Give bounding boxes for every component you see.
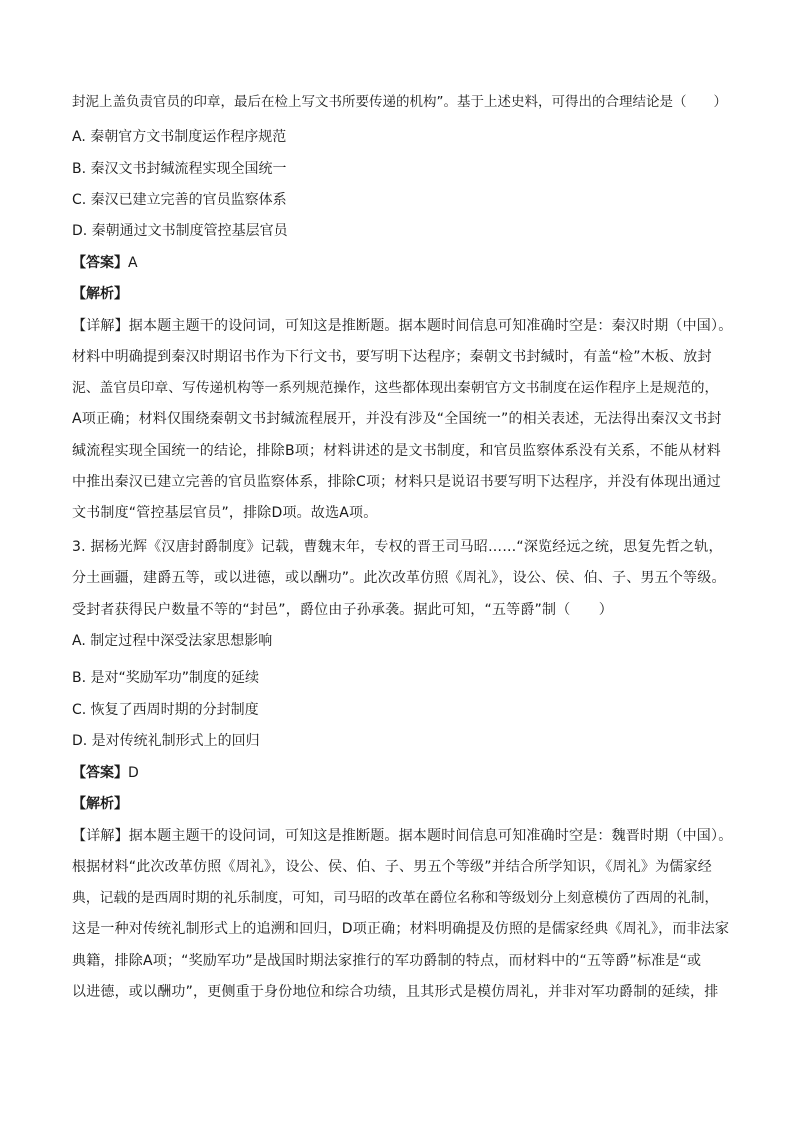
q2-analysis-line: 材料中明确提到秦汉时期诏书作为下行文书，要写明下达程序；秦朝文书封缄时，有盖“检”木板、放封 [72, 349, 712, 365]
q3-analysis-line: 根据材料“此次改革仿照《周礼》，设公、侯、伯、子、男五个等级”并结合所学知识，《周礼》为儒家经 [72, 859, 712, 875]
q2-option-d: D. 秦朝通过文书制度管控基层官员 [72, 223, 288, 239]
q2-stem-tail: 封泥上盖负责官员的印章，最后在检上写文书所要传递的机构”。基于上述史料，可得出的合理结论是（ ） [72, 94, 727, 110]
q2-analysis-line: 中推出秦汉已建立完善的官员监察体系，排除C项；材料只是说诏书要写明下达程序，并没有体现出通过 [72, 474, 721, 490]
q2-option-c: C. 秦汉已建立完善的官员监察体系 [72, 192, 287, 208]
q3-stem-line: 分土画疆，建爵五等，或以进德，或以酬功”。此次改革仿照《周礼》，设公、侯、伯、子、男五个等级。 [72, 570, 726, 586]
q2-analysis-line: 文书制度“管控基层官员”，排除D项。故选A项。 [72, 505, 378, 521]
q3-analysis-line: 【详解】据本题主题干的设问词，可知这是推断题。据本题时间信息可知准确时空是：魏晋时期（中国）。 [72, 828, 733, 844]
q3-option-d: D. 是对传统礼制形式上的回归 [72, 733, 260, 749]
q3-analysis-line: 以进德，或以酬功”，更侧重于身份地位和综合功绩，且其形式是模仿周礼，并非对军功爵制的延续，排 [72, 984, 719, 1000]
q2-analysis-line: A项正确；材料仅围绕秦朝文书封缄流程展开，并没有涉及“全国统一”的相关表述，无法得出秦汉文书封 [72, 411, 722, 427]
q2-answer-value: A [128, 255, 138, 271]
q3-stem-line: 受封者获得民户数量不等的“封邑”，爵位由子孙承袭。据此可知，“五等爵”制（ ） [72, 602, 614, 618]
q3-option-c: C. 恢复了西周时期的分封制度 [72, 702, 259, 718]
q2-option-b: B. 秦汉文书封缄流程实现全国统一 [72, 161, 287, 177]
q2-analysis-line: 【详解】据本题主题干的设问词，可知这是推断题。据本题时间信息可知准确时空是：秦汉时期（中国）。 [72, 318, 733, 334]
q3-answer-value: D [128, 765, 139, 781]
q2-analysis-label: 【解析】 [72, 286, 128, 302]
q3-analysis-label: 【解析】 [72, 796, 128, 812]
q3-analysis-line: 典，记载的是西周时期的礼乐制度，可知，司马昭的改革在爵位名称和等级划分上刻意模仿了西周的礼制， [72, 890, 719, 906]
q2-analysis-line: 泥、盖官员印章、写传递机构等一系列规范操作，这些都体现出秦朝官方文书制度在运作程序上是规范的， [72, 380, 719, 396]
q3-stem-line: 3. 据杨光辉《汉唐封爵制度》记载，曹魏末年，专权的晋王司马昭……“深览经远之统，思复先哲之轨， [72, 539, 723, 555]
q2-option-a: A. 秦朝官方文书制度运作程序规范 [72, 129, 287, 145]
q3-option-a: A. 制定过程中深受法家思想影响 [72, 633, 273, 649]
q3-analysis-line: 典籍，排除A项；“奖励军功”是战国时期法家推行的军功爵制的特点，而材料中的“五等爵”标准是“或 [72, 953, 702, 969]
q2-analysis-line: 缄流程实现全国统一的结论，排除B项；材料讲述的是文书制度，和官员监察体系没有关系，不能从材料 [72, 443, 721, 459]
q3-answer-label: 【答案】 [72, 765, 128, 781]
q3-option-b: B. 是对“奖励军功”制度的延续 [72, 670, 260, 686]
q3-answer [72, 763, 139, 783]
q3-analysis-line: 这是一种对传统礼制形式上的追溯和回归，D项正确；材料明确提及仿照的是儒家经典《周礼》，而非法家 [72, 921, 730, 937]
q2-answer [72, 253, 138, 273]
q2-answer-label: 【答案】 [72, 255, 128, 271]
